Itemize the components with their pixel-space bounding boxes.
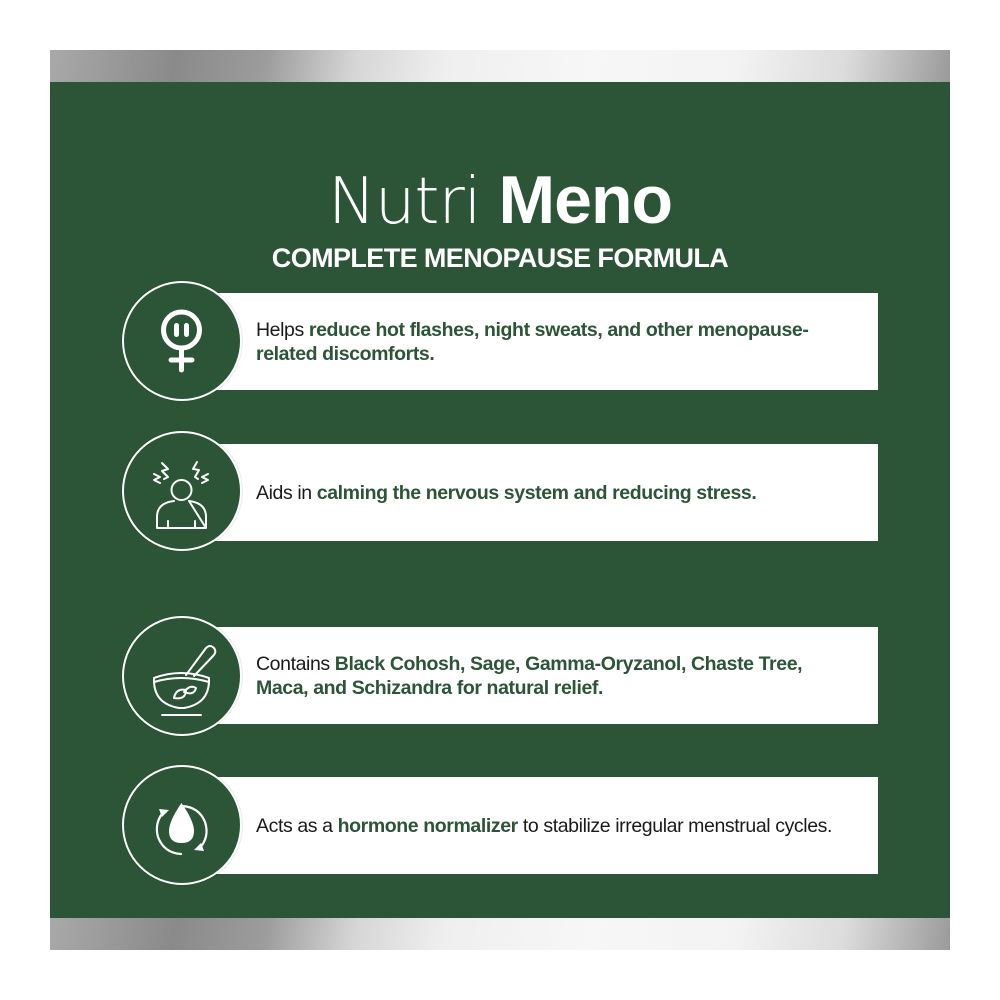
stressed-person-icon [124, 433, 239, 548]
top-metallic-band [50, 50, 950, 82]
benefit-card-3 [215, 627, 878, 724]
benefit-icon-circle-3 [122, 616, 242, 736]
benefit-prefix: Helps [256, 318, 309, 341]
mortar-pestle-herbs-icon [124, 618, 239, 733]
benefit-highlight: hormone normalizer [337, 814, 518, 837]
benefit-text [256, 481, 858, 505]
benefit-prefix: Contains [256, 652, 335, 675]
benefit-highlight: calming the nervous system and reducing stress. [316, 481, 757, 504]
benefit-text [256, 318, 858, 366]
product-subtitle: COMPLETE MENOPAUSE FORMULA [271, 243, 729, 273]
product-title [50, 160, 950, 242]
benefit-card-2 [215, 444, 878, 541]
brand-name-light: Nutri [327, 165, 481, 239]
benefit-prefix: Aids in [256, 481, 317, 504]
benefit-suffix: to stabilize irregular menstrual cycles. [517, 814, 833, 837]
brand-name-bold: Meno [498, 162, 673, 238]
hormone-cycle-drop-icon [124, 767, 239, 882]
benefit-card-1 [215, 293, 878, 390]
benefit-icon-circle-1 [122, 281, 242, 401]
benefit-text [256, 814, 858, 838]
benefit-prefix: Acts as a [256, 814, 338, 837]
green-panel [50, 82, 950, 918]
benefit-icon-circle-4 [122, 765, 242, 885]
benefit-highlight: reduce hot flashes, night sweats, and other menopause-related discomforts. [256, 318, 809, 365]
bottom-metallic-band [50, 918, 950, 950]
infographic-frame [50, 50, 950, 950]
benefit-highlight: Black Cohosh, Sage, Gamma-Oryzanol, Chaste Tree, Maca, and Schizandra for natural relief. [256, 652, 803, 699]
benefit-card-4 [215, 777, 878, 874]
female-symbol-icon [124, 283, 239, 398]
benefit-text [256, 652, 858, 700]
benefit-icon-circle-2 [122, 431, 242, 551]
